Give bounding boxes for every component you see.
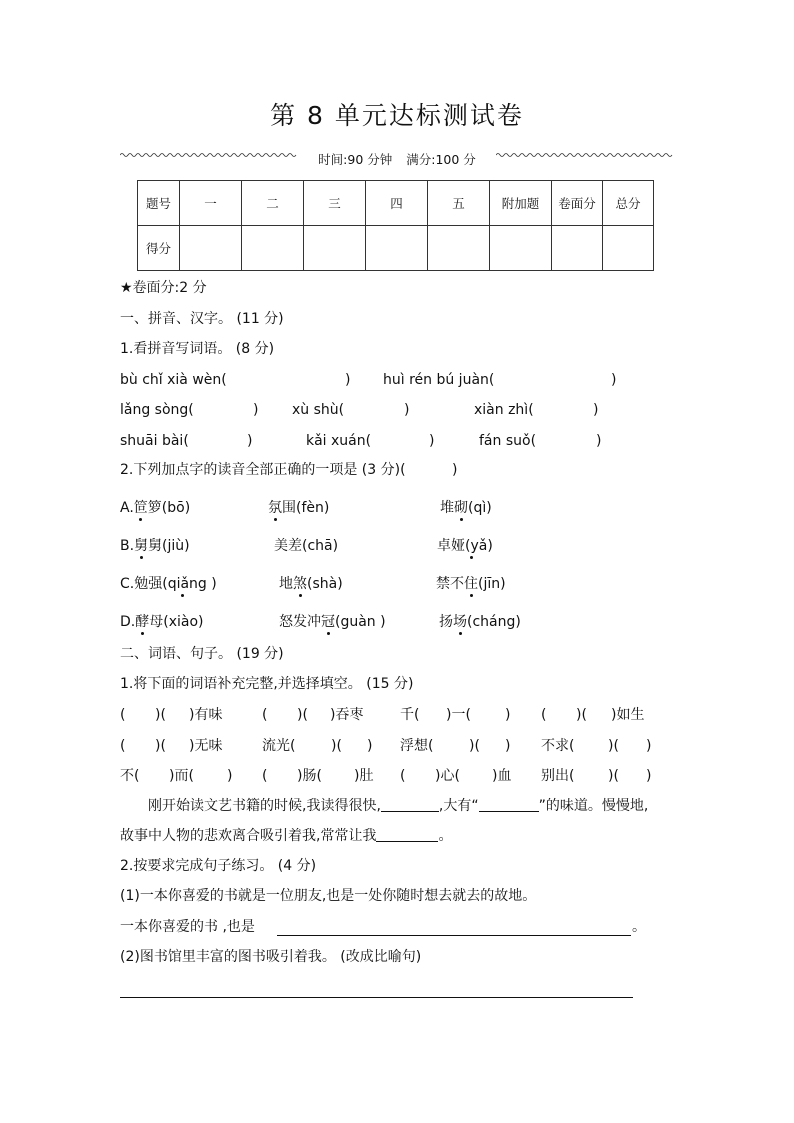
pinyin-item: lǎng sòng(: [120, 402, 194, 418]
idiom-part: (: [400, 768, 406, 784]
idiom-part: )有味: [189, 707, 223, 723]
idiom-part: (: [262, 707, 268, 723]
pinyin-item: fán suǒ(: [479, 433, 537, 449]
wavy-divider-right: [496, 152, 674, 158]
pinyin-close: ): [611, 372, 617, 388]
idiom-part: ): [367, 738, 373, 754]
section-heading-1: 一、拼音、汉字。 (11 分): [120, 311, 284, 327]
idiom-part: 浮想(: [400, 738, 434, 754]
option-letter: C.: [120, 576, 135, 592]
idiom-part: )(: [331, 738, 342, 754]
score-table: [137, 180, 654, 271]
dotted-char: 冠: [321, 614, 335, 630]
score-cell[interactable]: [603, 226, 654, 271]
score-table-header-row: [138, 181, 654, 226]
option-d-word1: [120, 613, 203, 631]
score-table-score-row: [138, 226, 654, 271]
exam-time: 时间:90 分钟: [318, 152, 393, 167]
idiom-part: )而(: [169, 768, 194, 784]
header-cell: 四: [366, 181, 428, 226]
idiom-part: )如生: [611, 707, 645, 723]
score-cell[interactable]: [304, 226, 366, 271]
answer-blank[interactable]: [479, 797, 539, 812]
pinyin-item: xù shù(: [292, 402, 345, 418]
score-cell[interactable]: [428, 226, 490, 271]
option-text: (shà): [307, 576, 343, 592]
idiom-part: (: [120, 707, 126, 723]
option-c-word3: [436, 575, 506, 593]
option-text: (guàn ): [335, 614, 386, 630]
sentence-1-answer-line[interactable]: [277, 935, 631, 936]
idiom-part: )心(: [435, 768, 460, 784]
idiom-part: (: [262, 768, 268, 784]
paragraph-text: 故事中人物的悲欢离合吸引着我,常常让我: [120, 828, 377, 844]
question-2-1-stem: 1.将下面的词语补充完整,并选择填空。 (15 分): [120, 676, 414, 692]
question-1-2-stem: 2.下列加点字的读音全部正确的一项是 (3 分)(: [120, 462, 406, 478]
idiom-part: 千(: [400, 707, 420, 723]
score-cell[interactable]: [552, 226, 603, 271]
section-heading-2: 二、词语、句子。 (19 分): [120, 646, 284, 662]
pinyin-close: ): [596, 433, 602, 449]
score-cell[interactable]: [242, 226, 304, 271]
question-2-2-stem: 2.按要求完成句子练习。 (4 分): [120, 858, 317, 874]
paragraph-text: 。: [438, 828, 453, 844]
idiom-part: 不求(: [541, 738, 575, 754]
exam-meta: [0, 151, 794, 169]
idiom-part: ): [646, 768, 652, 784]
header-cell: 题号: [138, 181, 180, 226]
dotted-char: 氛: [268, 500, 282, 516]
paragraph-text: ”的味道。慢慢地,: [538, 798, 649, 814]
header-cell: 卷面分: [552, 181, 603, 226]
option-a-word2: [268, 499, 329, 517]
fill-paragraph-line-2: [120, 827, 452, 845]
pinyin-item: xiàn zhì(: [474, 402, 534, 418]
idiom-part: )(: [469, 738, 480, 754]
dotted-char: 强(qiǎng ): [148, 576, 217, 592]
pinyin-item: kǎi xuán(: [306, 433, 372, 449]
option-text: (qì): [468, 500, 492, 516]
idiom-part: (: [541, 707, 547, 723]
answer-blank[interactable]: [381, 797, 439, 812]
option-c-word2: [279, 575, 343, 593]
score-row-label: 得分: [138, 226, 180, 271]
option-letter: B.: [120, 538, 135, 554]
idiom-part: )(: [155, 707, 166, 723]
score-cell[interactable]: [180, 226, 242, 271]
idiom-part: )无味: [189, 738, 223, 754]
idiom-part: 别出(: [541, 768, 575, 784]
option-text: 怒发冲: [279, 614, 321, 630]
sentence-1-prompt: 一本你喜爱的书 ,也是: [120, 919, 255, 935]
idiom-part: )(: [155, 738, 166, 754]
option-c-word1: [120, 575, 217, 593]
option-b-word3: [437, 537, 493, 555]
dotted-char: 酵: [135, 614, 150, 630]
score-cell[interactable]: [366, 226, 428, 271]
option-text: 卓: [437, 538, 451, 554]
option-b-word1: [120, 537, 190, 555]
pinyin-item: shuāi bài(: [120, 433, 189, 449]
idiom-part: )血: [492, 768, 512, 784]
dotted-char: 场: [453, 614, 467, 630]
idiom-part: ): [646, 738, 652, 754]
option-a-word1: [120, 499, 190, 517]
pinyin-close: ): [247, 433, 253, 449]
pinyin-item: huì rén bú juàn(: [383, 372, 495, 388]
option-text: 母(xiào): [149, 614, 204, 630]
sentence-1-end: 。: [632, 919, 646, 935]
pinyin-close: ): [253, 402, 259, 418]
option-text: 扬: [439, 614, 453, 630]
option-text: 美差(chā): [274, 538, 339, 554]
header-cell: 总分: [603, 181, 654, 226]
pinyin-close: ): [404, 402, 410, 418]
option-text: 箩(bō): [147, 500, 191, 516]
header-cell: 附加题: [490, 181, 552, 226]
paragraph-text: ,大有“: [438, 798, 479, 814]
score-cell[interactable]: [490, 226, 552, 271]
header-cell: 二: [242, 181, 304, 226]
pinyin-item: bù chǐ xià wèn(: [120, 372, 227, 388]
header-cell: 三: [304, 181, 366, 226]
pinyin-close: ): [429, 433, 435, 449]
option-letter: A.: [120, 500, 134, 516]
fill-paragraph-line-1: [148, 797, 648, 815]
option-text: 地: [279, 576, 293, 592]
idiom-part: (: [120, 738, 126, 754]
idiom-part: )(: [576, 707, 587, 723]
dotted-char: 娅(yǎ): [451, 538, 493, 554]
pinyin-close: ): [345, 372, 351, 388]
option-text: 围(fèn): [282, 500, 330, 516]
idiom-part: 不(: [120, 768, 140, 784]
dotted-char: 煞: [293, 576, 307, 592]
idiom-part: )(: [608, 768, 619, 784]
idiom-part: )吞枣: [330, 707, 364, 723]
idiom-part: ): [227, 768, 233, 784]
question-1-2-stem-close: ): [452, 462, 458, 478]
pinyin-close: ): [593, 402, 599, 418]
sentence-2: (2)图书馆里丰富的图书吸引着我。 (改成比喻句): [120, 949, 422, 965]
answer-blank[interactable]: [376, 827, 438, 842]
idiom-part: )一(: [446, 707, 471, 723]
idiom-part: )(: [608, 738, 619, 754]
option-text: 勉: [134, 576, 149, 592]
presentation-score-note: ★卷面分:2 分: [120, 280, 207, 296]
option-a-word3: [440, 499, 492, 517]
dotted-char: 住: [464, 576, 478, 592]
idiom-part: )(: [297, 707, 308, 723]
exam-full-score: 满分:100 分: [406, 152, 476, 167]
option-d-word2: [279, 613, 386, 631]
option-text: 舅(jiù): [148, 538, 190, 554]
paragraph-text: 刚开始读文艺书籍的时候,我读得很快,: [148, 798, 381, 814]
dotted-char: 笸: [133, 500, 148, 516]
header-cell: 五: [428, 181, 490, 226]
option-d-word3: [439, 613, 521, 631]
sentence-1: (1)一本你喜爱的书就是一位朋友,也是一处你随时想去就去的故地。: [120, 888, 537, 904]
dotted-char: 砌: [454, 500, 468, 516]
question-1-1-stem: 1.看拼音写词语。 (8 分): [120, 341, 275, 357]
option-text: 堆: [440, 500, 454, 516]
idiom-part: )肚: [354, 768, 374, 784]
option-letter: D.: [120, 614, 136, 630]
option-text: 禁不: [436, 576, 464, 592]
sentence-2-answer-line[interactable]: [120, 997, 633, 998]
header-cell: 一: [180, 181, 242, 226]
option-text: (jīn): [478, 576, 506, 592]
option-text: (cháng): [467, 614, 521, 630]
idiom-part: )肠(: [297, 768, 322, 784]
dotted-char: 舅: [134, 538, 149, 554]
idiom-part: ): [505, 738, 511, 754]
option-b-word2: [274, 537, 338, 555]
idiom-part: 流光(: [262, 738, 296, 754]
page-title: 第 8 单元达标测试卷: [270, 101, 524, 130]
idiom-part: ): [505, 707, 511, 723]
